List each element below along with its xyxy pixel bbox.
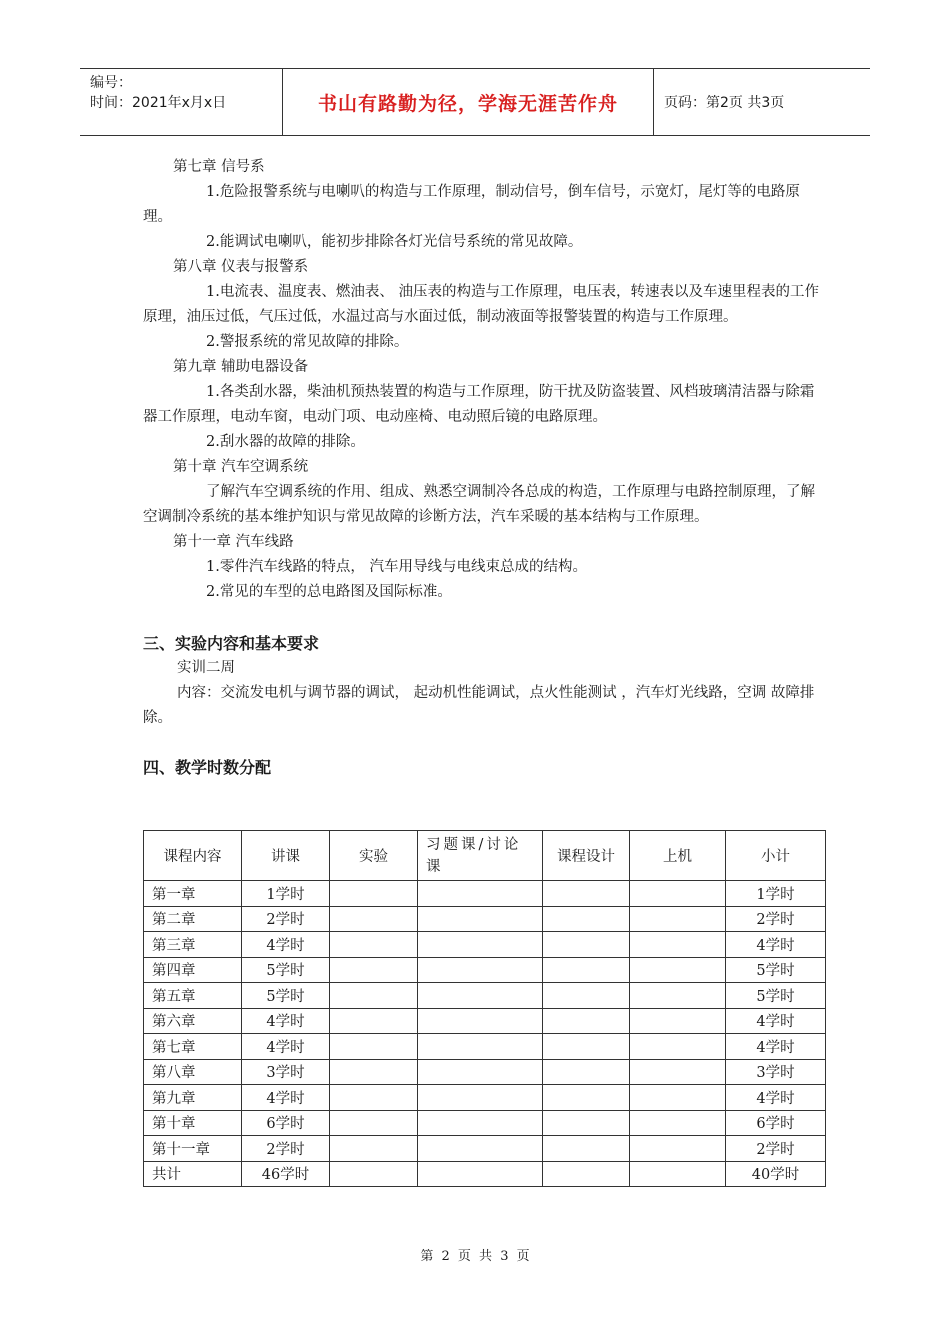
table-cell — [543, 932, 630, 958]
table-cell — [330, 1008, 418, 1034]
col-header-computer: 上机 — [630, 831, 726, 881]
chapter-9-title: 第九章 辅助电器设备 — [173, 359, 309, 375]
table-cell — [330, 1034, 418, 1060]
chapter-7-item-2: 2.能调试电喇叭，能初步排除各灯光信号系统的常见故障。 — [206, 234, 583, 250]
document-body — [143, 155, 825, 780]
table-cell — [330, 957, 418, 983]
table-cell: 第九章 — [144, 1085, 242, 1111]
table-cell — [630, 1161, 726, 1187]
col-header-exercise: 习题课/讨论课 — [418, 831, 543, 881]
table-cell: 第十一章 — [144, 1136, 242, 1162]
table-cell: 第十章 — [144, 1110, 242, 1136]
table-cell — [630, 983, 726, 1009]
table-cell — [330, 1059, 418, 1085]
chapter-8-title: 第八章 仪表与报警系 — [173, 259, 309, 275]
hours-table-body — [144, 881, 826, 1187]
hours-heading: 四、教学时数分配 — [143, 758, 272, 777]
chapter-10-title: 第十章 汽车空调系统 — [173, 459, 309, 475]
table-cell — [330, 1085, 418, 1111]
table-cell: 4学时 — [726, 932, 826, 958]
table-cell: 共计 — [144, 1161, 242, 1187]
table-cell: 4学时 — [242, 1034, 330, 1060]
table-cell — [630, 1034, 726, 1060]
table-cell — [543, 906, 630, 932]
col-header-subtotal: 小计 — [726, 831, 826, 881]
table-cell — [630, 1136, 726, 1162]
table-cell — [630, 1059, 726, 1085]
page-header — [80, 68, 870, 136]
table-cell: 第七章 — [144, 1034, 242, 1060]
table-cell: 第五章 — [144, 983, 242, 1009]
hours-table-header — [144, 831, 826, 881]
lab-duration: 实训二周 — [177, 660, 235, 676]
table-cell — [418, 983, 543, 1009]
chapter-7-title: 第七章 信号系 — [173, 159, 265, 175]
table-cell — [330, 932, 418, 958]
chapter-11-item-1: 1.零件汽车线路的特点， 汽车用导线与电线束总成的结构。 — [206, 559, 587, 575]
table-cell — [630, 1008, 726, 1034]
table-cell — [418, 1161, 543, 1187]
table-cell — [543, 957, 630, 983]
table-cell: 2学时 — [726, 1136, 826, 1162]
col-header-lecture: 讲课 — [242, 831, 330, 881]
table-cell: 3学时 — [242, 1059, 330, 1085]
table-cell — [630, 932, 726, 958]
table-cell — [418, 1136, 543, 1162]
table-row — [144, 906, 826, 932]
table-row — [144, 1085, 826, 1111]
table-row — [144, 1059, 826, 1085]
table-row — [144, 1008, 826, 1034]
table-cell: 2学时 — [242, 1136, 330, 1162]
table-cell: 5学时 — [726, 957, 826, 983]
table-row — [144, 1136, 826, 1162]
page-footer: 第 2 页 共 3 页 — [420, 1249, 530, 1264]
document-number: 编号： — [90, 75, 132, 91]
table-cell: 6学时 — [726, 1110, 826, 1136]
header-page-number: 页码：第2页 共3页 — [664, 95, 785, 111]
table-cell — [330, 983, 418, 1009]
header-motto: 书山有路勤为径，学海无涯苦作舟 — [282, 69, 654, 135]
table-cell: 第六章 — [144, 1008, 242, 1034]
lab-content: 内容：交流发电机与调节器的调试， 起动机性能调试，点火性能测试 ，汽车灯光线路，空调 故障排除。 — [143, 685, 815, 726]
table-cell: 3学时 — [726, 1059, 826, 1085]
table-cell — [543, 1136, 630, 1162]
table-cell — [543, 1161, 630, 1187]
table-cell — [418, 1059, 543, 1085]
table-cell — [543, 1059, 630, 1085]
table-cell: 1学时 — [726, 881, 826, 907]
table-cell: 5学时 — [242, 983, 330, 1009]
table-row — [144, 1161, 826, 1187]
chapter-7-item-1: 1.危险报警系统与电喇叭的构造与工作原理，制动信号，倒车信号，示宽灯，尾灯等的电路原理。 — [143, 184, 800, 225]
table-row — [144, 881, 826, 907]
chapter-11-title: 第十一章 汽车线路 — [173, 534, 294, 550]
table-cell — [543, 1110, 630, 1136]
table-cell: 6学时 — [242, 1110, 330, 1136]
table-cell: 5学时 — [242, 957, 330, 983]
table-cell: 第一章 — [144, 881, 242, 907]
table-cell: 4学时 — [242, 1008, 330, 1034]
hours-table — [143, 830, 826, 1187]
table-cell — [418, 1008, 543, 1034]
table-cell — [418, 932, 543, 958]
table-cell — [543, 1008, 630, 1034]
table-cell — [330, 1136, 418, 1162]
table-cell — [630, 1085, 726, 1111]
table-cell: 4学时 — [242, 932, 330, 958]
chapter-9-item-2: 2.刮水器的故障的排除。 — [206, 434, 365, 450]
table-cell — [418, 1034, 543, 1060]
chapter-8-item-1: 1.电流表、温度表、燃油表、 油压表的构造与工作原理，电压表，转速表以及车速里程表的工作原理，油压过低，气压过低，水温过高与水面过低，制动液面等报警装置的构造与工作原理。 — [143, 284, 819, 325]
table-cell — [418, 881, 543, 907]
table-cell — [543, 881, 630, 907]
table-cell — [330, 1110, 418, 1136]
table-cell: 1学时 — [242, 881, 330, 907]
table-row — [144, 1034, 826, 1060]
table-cell — [543, 983, 630, 1009]
table-row — [144, 983, 826, 1009]
chapter-9-item-1: 1.各类刮水器，柴油机预热装置的构造与工作原理，防干扰及防盗装置、风档玻璃清洁器与除霜器工作原理，电动车窗，电动门项、电动座椅、电动照后镜的电路原理。 — [143, 384, 815, 425]
table-cell: 4学时 — [726, 1008, 826, 1034]
table-cell — [330, 1161, 418, 1187]
table-cell — [543, 1085, 630, 1111]
table-cell: 4学时 — [726, 1085, 826, 1111]
document-date: 时间：2021年x月x日 — [90, 95, 227, 111]
table-cell — [418, 1085, 543, 1111]
table-cell — [543, 1034, 630, 1060]
table-cell — [418, 906, 543, 932]
header-info — [80, 69, 282, 135]
table-cell: 4学时 — [242, 1085, 330, 1111]
col-header-content: 课程内容 — [144, 831, 242, 881]
table-cell: 2学时 — [242, 906, 330, 932]
table-row — [144, 1110, 826, 1136]
table-cell: 2学时 — [726, 906, 826, 932]
table-cell: 40学时 — [726, 1161, 826, 1187]
table-cell — [630, 906, 726, 932]
table-row — [144, 932, 826, 958]
table-cell — [630, 1110, 726, 1136]
table-cell — [330, 906, 418, 932]
table-cell — [418, 957, 543, 983]
table-row — [144, 957, 826, 983]
table-cell: 46学时 — [242, 1161, 330, 1187]
chapter-10-item-1: 了解汽车空调系统的作用、组成、熟悉空调制冷各总成的构造，工作原理与电路控制原理，了解空调制冷系统的基本维护知识与常见故障的诊断方法，汽车采暖的基本结构与工作原理。 — [143, 484, 815, 525]
lab-heading: 三、实验内容和基本要求 — [143, 634, 320, 653]
table-cell: 5学时 — [726, 983, 826, 1009]
table-cell: 第八章 — [144, 1059, 242, 1085]
col-header-lab: 实验 — [330, 831, 418, 881]
table-cell: 第二章 — [144, 906, 242, 932]
col-header-design: 课程设计 — [543, 831, 630, 881]
table-cell — [630, 881, 726, 907]
table-cell — [630, 957, 726, 983]
table-cell — [330, 881, 418, 907]
table-cell: 第三章 — [144, 932, 242, 958]
chapter-11-item-2: 2.常见的车型的总电路图及国际标准。 — [206, 584, 452, 600]
table-cell: 4学时 — [726, 1034, 826, 1060]
chapter-8-item-2: 2.警报系统的常见故障的排除。 — [206, 334, 409, 350]
table-cell — [418, 1110, 543, 1136]
table-cell: 第四章 — [144, 957, 242, 983]
